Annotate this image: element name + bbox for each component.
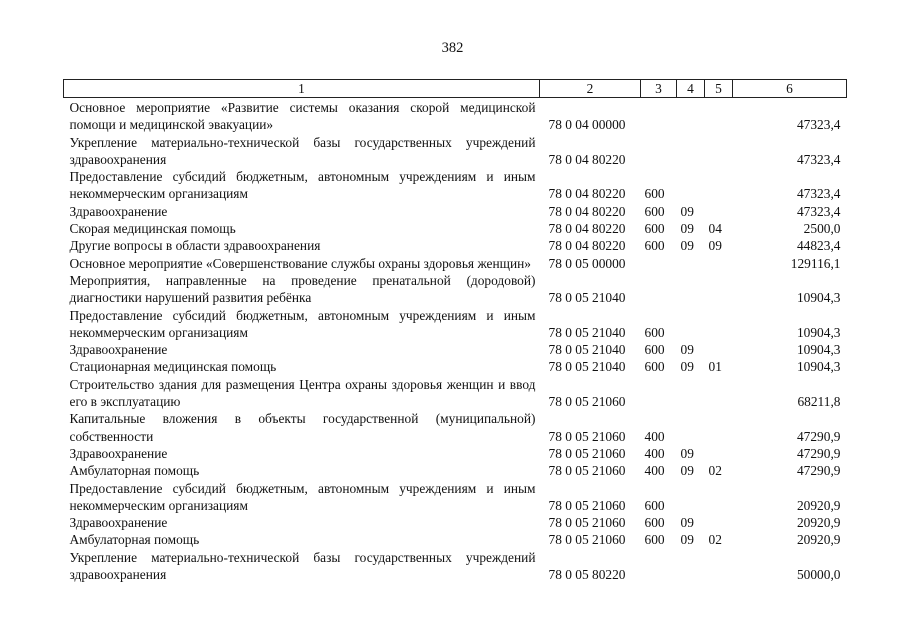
row-col-3: 600 [644,221,665,237]
row-col-5 [705,134,733,169]
table-row [64,307,847,342]
row-col-4: 09 [680,445,694,461]
table-row [64,98,847,134]
row-name: Укрепление материально-технической базы государственных учреждений здравоохранения [69,134,536,167]
header-col-5: 5 [705,80,733,98]
table-row [64,514,847,531]
row-col-4 [677,98,705,134]
row-amount: 129116,1 [790,255,841,271]
row-code: 78 0 05 21060 [548,515,626,531]
row-col-4 [677,168,705,203]
row-col-5: 02 [708,463,722,479]
row-code: 78 0 05 21060 [548,497,626,513]
row-amount: 47290,9 [796,463,841,479]
row-col-5 [705,307,733,342]
row-amount: 2500,0 [803,221,841,237]
row-code: 78 0 04 00000 [548,117,626,133]
row-amount: 20920,9 [796,532,841,548]
header-col-4: 4 [677,80,705,98]
row-col-5 [705,272,733,307]
row-col-4 [677,255,705,272]
row-col-3 [641,98,677,134]
table-row [64,410,847,445]
row-name: Здравоохранение [69,445,168,461]
row-col-4: 09 [680,463,694,479]
row-code: 78 0 05 21040 [548,359,626,375]
row-col-4 [677,410,705,445]
table-row [64,549,847,584]
header-row [64,80,847,98]
table-row [64,341,847,358]
page-number: 382 [441,40,464,56]
row-name: Укрепление материально-технической базы государственных учреждений здравоохранения [69,549,536,583]
row-code: 78 0 05 80220 [548,567,626,583]
row-name: Предоставление субсидий бюджетным, автономным учреждениям и иным некоммерческим организациям [69,169,536,202]
header-col-1: 1 [64,80,540,98]
table-row [64,237,847,254]
row-col-5 [705,255,733,272]
row-col-4: 09 [680,515,694,531]
table-row [64,480,847,515]
row-name: Амбулаторная помощь [69,463,200,479]
row-col-5 [705,480,733,515]
row-col-3: 600 [644,186,665,202]
row-amount: 47290,9 [796,428,841,444]
row-name: Основное мероприятие «Совершенствование службы охраны здоровья женщин» [69,255,531,271]
row-col-5: 02 [708,532,722,548]
row-code: 78 0 05 21060 [548,463,626,479]
row-col-3 [641,549,677,584]
row-code: 78 0 05 21040 [548,324,626,340]
row-col-4 [677,307,705,342]
row-col-5 [705,168,733,203]
row-col-3: 600 [644,497,665,513]
row-col-5 [705,376,733,411]
table-row [64,376,847,411]
row-amount: 20920,9 [796,497,841,513]
row-col-4: 09 [680,238,694,254]
row-amount: 10904,3 [796,324,841,340]
row-col-3: 600 [644,342,665,358]
row-code: 78 0 05 21060 [548,394,626,410]
table-row [64,220,847,237]
row-col-3: 600 [644,324,665,340]
row-name: Скорая медицинская помощь [69,221,236,237]
row-name: Предоставление субсидий бюджетным, автономным учреждениям и иным некоммерческим организациям [69,307,536,340]
row-code: 78 0 05 21040 [548,290,626,306]
table-row [64,462,847,479]
row-col-5 [705,445,733,462]
row-col-3 [641,134,677,169]
row-amount: 50000,0 [796,567,841,583]
row-name: Капитальные вложения в объекты государственной (муниципальной) собственности [69,411,536,444]
row-name: Амбулаторная помощь [69,532,200,548]
row-code: 78 0 04 80220 [548,151,626,167]
row-col-5 [705,98,733,134]
row-code: 78 0 05 21060 [548,532,626,548]
row-code: 78 0 05 21060 [548,428,626,444]
row-name: Мероприятия, направленные на проведение пренатальной (дородовой) диагностики нарушений развития ребёнка [69,272,536,306]
row-col-5 [705,203,733,220]
row-amount: 47323,4 [796,151,841,167]
table-row [64,203,847,220]
row-col-5: 01 [708,359,722,375]
row-name: Предоставление субсидий бюджетным, автономным учреждениям и иным некоммерческим организациям [69,480,536,513]
header-col-3: 3 [641,80,677,98]
table-row [64,272,847,307]
row-col-4: 09 [680,342,694,358]
row-name: Стационарная медицинская помощь [69,359,277,375]
row-col-3: 600 [644,515,665,531]
row-col-3: 400 [644,428,665,444]
row-col-4 [677,272,705,307]
row-amount: 44823,4 [796,238,841,254]
row-col-3: 600 [644,203,665,219]
row-name: Здравоохранение [69,342,168,358]
row-col-4: 09 [680,203,694,219]
row-col-4 [677,376,705,411]
row-amount: 10904,3 [796,359,841,375]
table-row [64,168,847,203]
row-code: 78 0 04 80220 [548,238,626,254]
header-col-2: 2 [540,80,641,98]
table-body [64,98,847,584]
row-col-3: 400 [644,463,665,479]
row-col-4: 09 [680,359,694,375]
row-col-3: 400 [644,445,665,461]
row-code: 78 0 04 80220 [548,203,626,219]
row-col-3 [641,255,677,272]
row-amount: 10904,3 [796,290,841,306]
row-col-3: 600 [644,359,665,375]
row-amount: 47290,9 [796,445,841,461]
row-col-3 [641,272,677,307]
table-row [64,358,847,375]
row-col-4: 09 [680,221,694,237]
row-name: Строительство здания для размещения Центра охраны здоровья женщин и ввод его в эксплуатацию [69,376,536,410]
table-row [64,134,847,169]
row-col-5 [705,549,733,584]
row-col-4 [677,549,705,584]
row-col-5 [705,341,733,358]
row-code: 78 0 04 80220 [548,221,626,237]
row-col-4 [677,134,705,169]
row-code: 78 0 05 00000 [548,255,626,271]
row-col-5 [705,410,733,445]
row-amount: 47323,4 [796,203,841,219]
row-code: 78 0 05 21040 [548,342,626,358]
row-code: 78 0 05 21060 [548,445,626,461]
row-col-5: 04 [708,221,722,237]
row-name: Здравоохранение [69,515,168,531]
table-row [64,255,847,272]
row-col-4: 09 [680,532,694,548]
row-col-5 [705,514,733,531]
header-col-6: 6 [733,80,847,98]
row-col-3: 600 [644,238,665,254]
row-amount: 47323,4 [796,117,841,133]
row-amount: 20920,9 [796,515,841,531]
table-row [64,531,847,548]
row-name: Основное мероприятие «Развитие системы оказания скорой медицинской помощи и медицинской эвакуации» [69,100,536,133]
row-code: 78 0 04 80220 [548,186,626,202]
row-col-5: 09 [708,238,722,254]
row-name: Другие вопросы в области здравоохранения [69,238,321,254]
row-amount: 10904,3 [796,342,841,358]
row-name: Здравоохранение [69,203,168,219]
budget-table [63,79,847,583]
row-amount: 68211,8 [797,394,841,410]
table-row [64,445,847,462]
row-amount: 47323,4 [796,186,841,202]
row-col-3 [641,376,677,411]
row-col-4 [677,480,705,515]
row-col-3: 600 [644,532,665,548]
